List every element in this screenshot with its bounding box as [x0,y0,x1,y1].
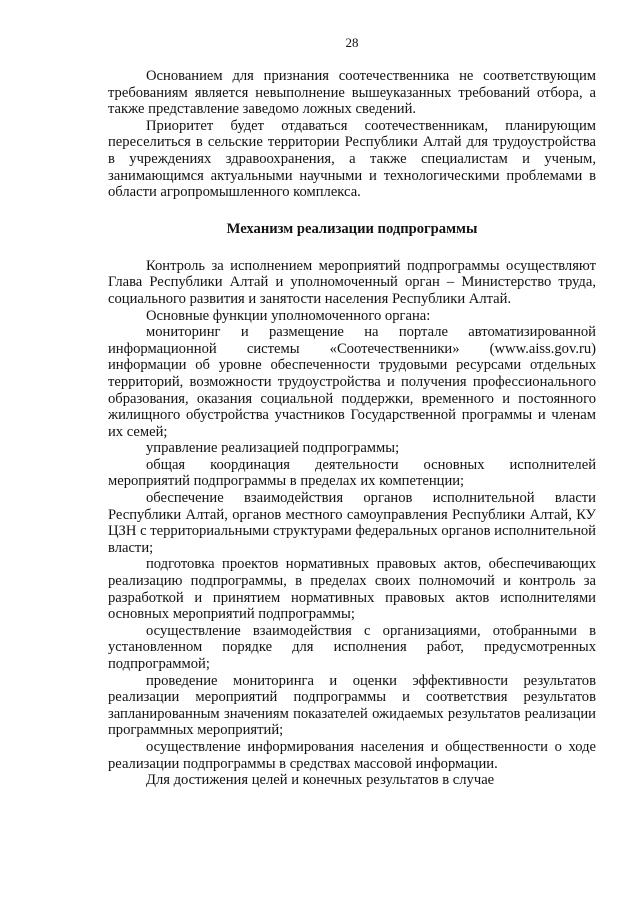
paragraph-requirements: Основанием для признания соотечественника не соответствующим требованиям является невыполнение вышеуказанных требований отбора, а также представление заведомо ложных сведений. [108,68,596,118]
section-heading: Механизм реализации подпрограммы [226,220,478,237]
list-item-monitoring-portal: мониторинг и размещение на портале автоматизированной информационной системы «Соотечественники» (www.aiss.gov.ru) информации об уровне обеспеченности трудовыми ресурсами отдельных территорий, возможности трудоустройства и получения профессионального образования, оказания социальной поддержки, временного и постоянного жилищного обустройства участников Государственной программы и членам их семей; [108,324,596,440]
document-page [108,34,596,789]
list-item-informing: осуществление информирования населения и общественности о ходе реализации подпрограммы в средствах массовой информации. [108,738,596,772]
paragraph-control: Контроль за исполнением мероприятий подпрограммы осуществляют Глава Республики Алтай и уполномоченный орган – Министерство труда, социального развития и занятости населения Республики Алтай. [108,257,596,307]
paragraph-priority: Приоритет будет отдаваться соотечественникам, планирующим переселиться в сельские территории Республики Алтай для трудоустройства в учреждениях здравоохранения, а также специалистам и ученым, занимающимся актуальными научными и технологическими проблемами в области агропромышленного комплекса. [108,117,596,201]
paragraph-functions-intro: Основные функции уполномоченного органа: [146,307,431,324]
list-item-evaluation: проведение мониторинга и оценки эффективности результатов реализации мероприятий подпрограммы и соответствия результатов запланированным значениям показателей ожидаемых результатов реализации программных мероприятий; [108,672,596,739]
list-item-management: управление реализацией подпрограммы; [146,440,400,457]
list-item-organizations: осуществление взаимодействия с организациями, отобранными в установленном порядке для исполнения работ, предусмотренных подпрограммой; [108,622,596,672]
list-item-interaction-authorities: обеспечение взаимодействия органов исполнительной власти Республики Алтай, органов местного самоуправления Республики Алтай, КУ ЦЗН с территориальными структурами федеральных органов исполнительной власти; [108,490,596,556]
list-item-legal-acts: подготовка проектов нормативных правовых актов, обеспечивающих реализацию подпрограммы, в пределах своих полномочий и контроль за разработкой и принятием нормативных правовых актов исполнителями основных мероприятий подпрограммы; [108,556,596,623]
page-number: 28 [345,35,359,50]
paragraph-continuation: Для достижения целей и конечных результатов в случае [146,772,495,789]
list-item-coordination: общая координация деятельности основных исполнителей мероприятий подпрограммы в пределах их компетенции; [108,456,596,490]
